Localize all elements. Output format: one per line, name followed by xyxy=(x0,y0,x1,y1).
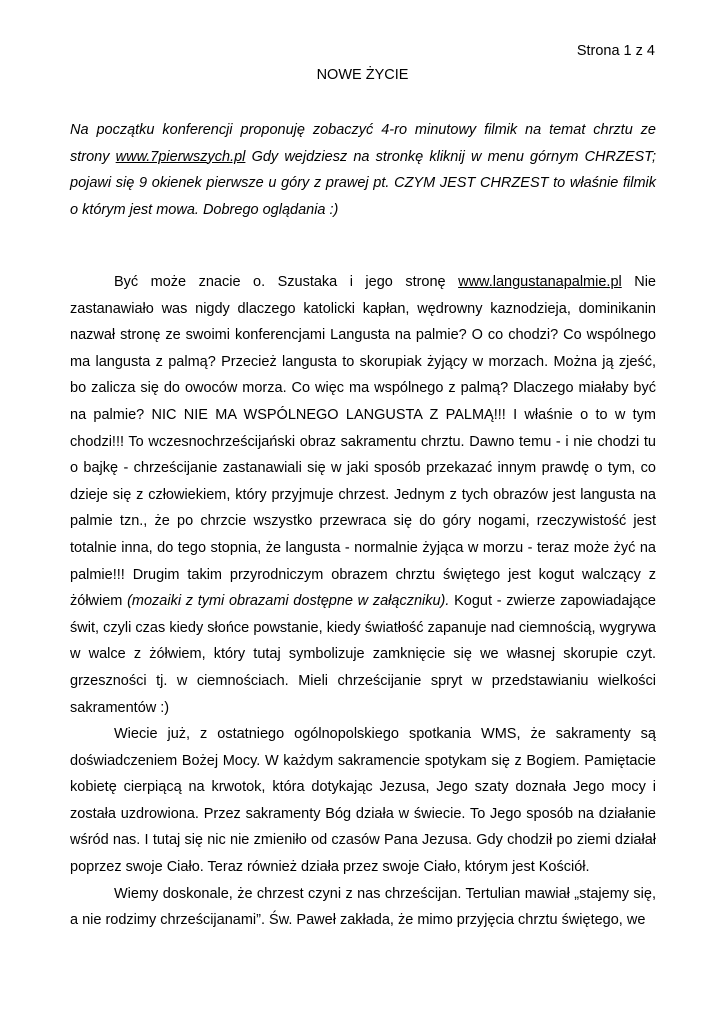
paragraph-langusta xyxy=(70,269,656,721)
link-7pierwszych[interactable]: www.7pierwszych.pl xyxy=(115,148,246,165)
intro-text-end: Gdy wejdziesz na stronkę kliknij w menu górnym CHRZEST; pojawi się 9 okienek pierwsze u góry z prawej pt. CZYM JEST CHRZEST to właśnie filmik o którym jest mowa. Dobrego oglądania :) xyxy=(70,148,656,218)
body-text xyxy=(70,269,656,934)
paragraph-langusta-middle: Nie zastanawiało was nigdy dlaczego katolicki kapłan, wędrowny kaznodzieja, dominikanin nazwał stronę ze swoimi konferencjami Langusta na palmie? O co chodzi? Co wspólnego ma langusta z palmą? Przecież langusta to skorupiak żyjący w morzach. Można ją zjeść, bo zalicza się do owoców morza. Co więc ma wspólnego z palmą? Dlaczego miałaby być na palmie? NIC NIE MA WSPÓLNEGO LANGUSTA Z PALMĄ!!! I właśnie o to w tym chodzi!!! To wczesnochrześcijański obraz sakramentu chrztu. Dawno temu - i nie chodzi tu o bajkę - chrześcijanie zastanawiali się w jaki sposób przekazać innym prawdę o tym, co dzieje się z człowiekiem, który przyjmuje chrzest. Jednym z tych obrazów jest langusta na palmie tzn., że po chrzcie wszystko przewraca się do góry nogami, rzeczywistość jest totalnie inna, do tego stopnia, że langusta - normalnie żyjąca w morzu - teraz może żyć na palmie!!! Drugim takim przyrodniczym obrazem chrztu świętego jest kogut walczący z żółwiem xyxy=(70,274,656,610)
intro-paragraph xyxy=(70,117,656,223)
link-langustanapalmie[interactable]: www.langustanapalmie.pl xyxy=(458,274,622,290)
paragraph-sakramenty: Wiecie już, z ostatniego ogólnopolskiego spotkania WMS, że sakramenty są doświadczeniem Bożej Mocy. W każdym sakramencie spotykam się z Bogiem. Pamiętacie kobietę cierpiącą na krwotok, która dotykając Jezusa, Jego szaty doznała Jego mocy i została uzdrowiona. Przez sakramenty Bóg działa w świecie. To Jego sposób na działanie wśród nas. I tutaj się nic nie zmieniło od czasów Pana Jezusa. Gdy chodził po ziemi działał poprzez swoje Ciało. Teraz również działa przez swoje Ciało, którym jest Kościół. xyxy=(70,726,656,876)
paragraph-langusta-start: Być może znacie o. Szustaka i jego stronę xyxy=(114,274,459,290)
paragraph-langusta-italic-note: (mozaiki z tymi obrazami dostępne w załączniku). xyxy=(127,593,450,610)
paragraph-chrzest: Wiemy doskonale, że chrzest czyni z nas chrześcijan. Tertulian mawiał „stajemy się, a nie rodzimy chrześcijanami”. Św. Paweł zakłada, że mimo przyjęcia chrztu świętego, we xyxy=(70,885,656,929)
page-number: Strona 1 z 4 xyxy=(576,43,655,59)
paragraph-langusta-end: Kogut - zwierze zapowiadające świt, czyli czas kiedy słońce powstanie, kiedy światłość zapanuje nad ciemnością, wygrywa w walce z żółwiem, który tutaj symbolizuje zamknięcie się we własnej skorupie czyt. grzeszności tj. w ciemnościach. Mieli chrześcijanie spryt w przedstawianiu wielkości sakramentów :) xyxy=(70,593,656,716)
intro-text-start: Na początku konferencji proponuję zobaczyć 4-ro minutowy filmik na temat chrztu ze strony xyxy=(70,122,656,165)
document-title: NOWE ŻYCIE xyxy=(316,67,409,83)
